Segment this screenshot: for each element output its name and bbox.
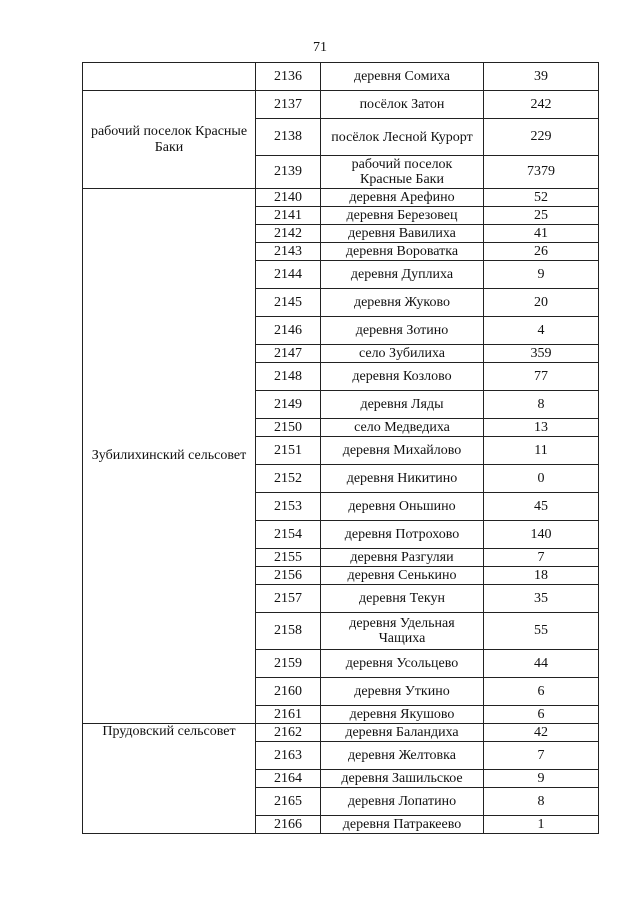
population-cell: 8 bbox=[484, 391, 599, 419]
settlement-name-cell: деревня Желтовка bbox=[321, 742, 484, 770]
population-cell: 8 bbox=[484, 788, 599, 816]
page-number: 71 bbox=[313, 40, 327, 55]
settlement-name-cell: деревня Уткино bbox=[321, 678, 484, 706]
table-row bbox=[83, 91, 599, 119]
population-cell: 41 bbox=[484, 225, 599, 243]
settlement-name-cell: деревня Потрохово bbox=[321, 521, 484, 549]
population-cell: 6 bbox=[484, 678, 599, 706]
row-number-cell: 2142 bbox=[256, 225, 321, 243]
table-row bbox=[83, 724, 599, 742]
settlement-name-cell: рабочий поселок Красные Баки bbox=[321, 156, 484, 189]
row-number-cell: 2156 bbox=[256, 567, 321, 585]
population-cell: 13 bbox=[484, 419, 599, 437]
settlements-table-body bbox=[83, 63, 599, 834]
table-row bbox=[83, 63, 599, 91]
row-number-cell: 2137 bbox=[256, 91, 321, 119]
settlement-name-cell: деревня Вавилиха bbox=[321, 225, 484, 243]
row-number-cell: 2159 bbox=[256, 650, 321, 678]
row-number-cell: 2139 bbox=[256, 156, 321, 189]
population-cell: 20 bbox=[484, 289, 599, 317]
population-cell: 35 bbox=[484, 585, 599, 613]
population-cell: 7 bbox=[484, 549, 599, 567]
settlement-name-cell: посёлок Затон bbox=[321, 91, 484, 119]
population-cell: 11 bbox=[484, 437, 599, 465]
population-cell: 52 bbox=[484, 189, 599, 207]
row-number-cell: 2141 bbox=[256, 207, 321, 225]
population-cell: 18 bbox=[484, 567, 599, 585]
settlement-name-cell: деревня Никитино bbox=[321, 465, 484, 493]
row-number-cell: 2160 bbox=[256, 678, 321, 706]
row-number-cell: 2138 bbox=[256, 119, 321, 156]
settlement-name-cell: деревня Зотино bbox=[321, 317, 484, 345]
settlement-name-cell: деревня Баландиха bbox=[321, 724, 484, 742]
row-number-cell: 2158 bbox=[256, 613, 321, 650]
population-cell: 0 bbox=[484, 465, 599, 493]
settlement-name-cell: деревня Козлово bbox=[321, 363, 484, 391]
row-number-cell: 2150 bbox=[256, 419, 321, 437]
table-row bbox=[83, 189, 599, 207]
settlement-name-cell: деревня Якушово bbox=[321, 706, 484, 724]
settlement-name-cell: деревня Оньшино bbox=[321, 493, 484, 521]
settlement-name-cell: деревня Березовец bbox=[321, 207, 484, 225]
population-cell: 4 bbox=[484, 317, 599, 345]
population-cell: 140 bbox=[484, 521, 599, 549]
population-cell: 44 bbox=[484, 650, 599, 678]
row-number-cell: 2152 bbox=[256, 465, 321, 493]
settlement-name-cell: деревня Дуплиха bbox=[321, 261, 484, 289]
row-number-cell: 2165 bbox=[256, 788, 321, 816]
population-cell: 42 bbox=[484, 724, 599, 742]
population-cell: 7 bbox=[484, 742, 599, 770]
row-number-cell: 2154 bbox=[256, 521, 321, 549]
settlement-name-cell: деревня Ляды bbox=[321, 391, 484, 419]
row-number-cell: 2145 bbox=[256, 289, 321, 317]
settlement-name-cell: деревня Текун bbox=[321, 585, 484, 613]
settlement-name-cell: деревня Усольцево bbox=[321, 650, 484, 678]
row-number-cell: 2161 bbox=[256, 706, 321, 724]
settlement-name-cell: деревня Разгуляи bbox=[321, 549, 484, 567]
row-number-cell: 2144 bbox=[256, 261, 321, 289]
settlement-name-cell: село Зубилиха bbox=[321, 345, 484, 363]
population-cell: 55 bbox=[484, 613, 599, 650]
population-cell: 7379 bbox=[484, 156, 599, 189]
population-cell: 9 bbox=[484, 770, 599, 788]
population-cell: 6 bbox=[484, 706, 599, 724]
population-cell: 39 bbox=[484, 63, 599, 91]
row-number-cell: 2163 bbox=[256, 742, 321, 770]
settlement-name-cell: деревня Арефино bbox=[321, 189, 484, 207]
settlement-name-cell: деревня Сенькино bbox=[321, 567, 484, 585]
population-cell: 242 bbox=[484, 91, 599, 119]
population-cell: 9 bbox=[484, 261, 599, 289]
population-cell: 359 bbox=[484, 345, 599, 363]
row-number-cell: 2155 bbox=[256, 549, 321, 567]
settlement-name-cell: посёлок Лесной Курорт bbox=[321, 119, 484, 156]
row-number-cell: 2153 bbox=[256, 493, 321, 521]
population-cell: 229 bbox=[484, 119, 599, 156]
settlement-name-cell: деревня Удельная Чащиха bbox=[321, 613, 484, 650]
row-number-cell: 2151 bbox=[256, 437, 321, 465]
population-cell: 25 bbox=[484, 207, 599, 225]
municipality-cell: Зубилихинский сельсовет bbox=[83, 189, 256, 724]
municipality-cell: Прудовский сельсовет bbox=[83, 724, 256, 834]
settlement-name-cell: деревня Вороватка bbox=[321, 243, 484, 261]
settlement-name-cell: деревня Михайлово bbox=[321, 437, 484, 465]
population-cell: 26 bbox=[484, 243, 599, 261]
row-number-cell: 2164 bbox=[256, 770, 321, 788]
row-number-cell: 2157 bbox=[256, 585, 321, 613]
settlement-name-cell: деревня Жуково bbox=[321, 289, 484, 317]
row-number-cell: 2149 bbox=[256, 391, 321, 419]
row-number-cell: 2140 bbox=[256, 189, 321, 207]
municipality-cell bbox=[83, 63, 256, 91]
population-cell: 45 bbox=[484, 493, 599, 521]
settlement-name-cell: деревня Патракеево bbox=[321, 816, 484, 834]
population-cell: 1 bbox=[484, 816, 599, 834]
population-cell: 77 bbox=[484, 363, 599, 391]
row-number-cell: 2162 bbox=[256, 724, 321, 742]
settlement-name-cell: деревня Зашильское bbox=[321, 770, 484, 788]
settlement-name-cell: деревня Сомиха bbox=[321, 63, 484, 91]
settlement-name-cell: деревня Лопатино bbox=[321, 788, 484, 816]
municipality-cell: рабочий поселок Красные Баки bbox=[83, 91, 256, 189]
row-number-cell: 2166 bbox=[256, 816, 321, 834]
row-number-cell: 2147 bbox=[256, 345, 321, 363]
row-number-cell: 2148 bbox=[256, 363, 321, 391]
settlements-table bbox=[82, 62, 599, 834]
row-number-cell: 2146 bbox=[256, 317, 321, 345]
row-number-cell: 2143 bbox=[256, 243, 321, 261]
settlement-name-cell: село Медведиха bbox=[321, 419, 484, 437]
row-number-cell: 2136 bbox=[256, 63, 321, 91]
